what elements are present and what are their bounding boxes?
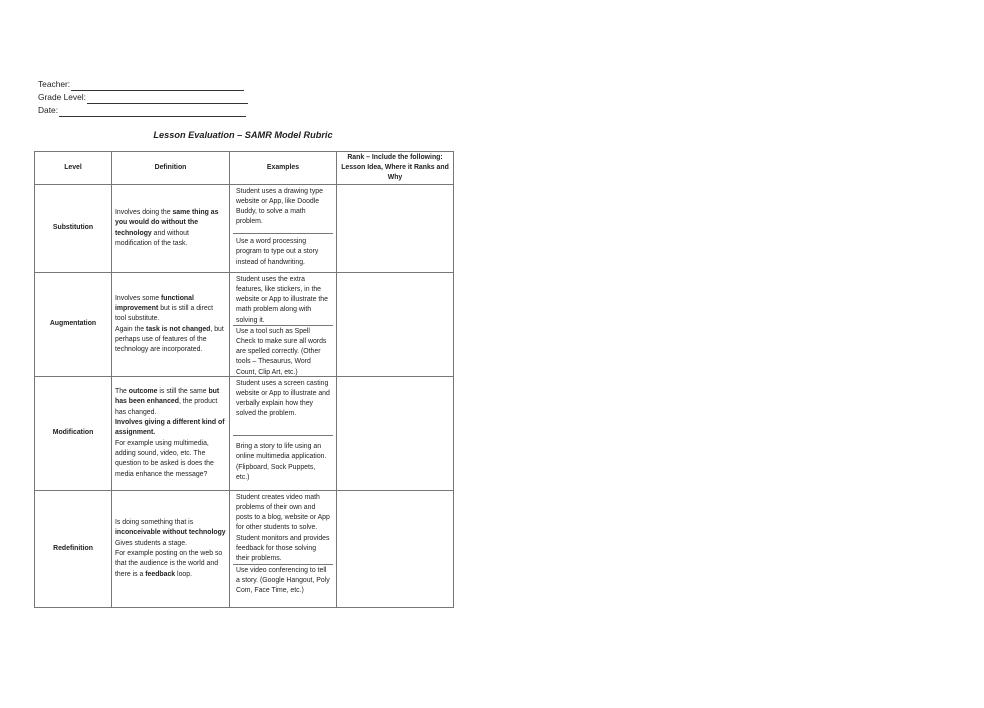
- definition-emphasis: inconceivable without technology: [115, 529, 226, 537]
- header-level: Level: [35, 152, 112, 185]
- examples-cell: [230, 377, 337, 491]
- date-blank-line: [59, 107, 246, 117]
- grade-field: [38, 91, 248, 104]
- level-cell: Modification: [35, 377, 112, 491]
- example-text: Student creates video math problems of their own and posts to a blog, website or App for other students to solve. Student monitors and provides feedback for those solving their problems.: [233, 492, 333, 565]
- teacher-blank-line: [71, 81, 244, 91]
- rank-cell[interactable]: [337, 185, 454, 273]
- definition-emphasis: same thing as you would do without the technology: [115, 208, 219, 237]
- example-text: Use video conferencing to tell a story. (Google Hangout, Poly Com, Face Time, etc.): [236, 566, 330, 595]
- examples-cell: [230, 185, 337, 273]
- table-header-row: [35, 152, 454, 185]
- definition-emphasis: outcome: [128, 388, 158, 396]
- example-text: Student uses a drawing type website or App, like Doodle Buddy, to solve a math problem.: [233, 186, 333, 234]
- definition-text: The: [115, 388, 129, 396]
- definition-text: Again the: [115, 325, 147, 333]
- definition-text: Involves some: [115, 294, 161, 302]
- definition-text: Gives students a stage.: [115, 539, 188, 547]
- definition-text: , but perhaps use of features of the technology are incorporated.: [115, 325, 224, 354]
- table-row: [35, 377, 454, 491]
- definition-text: , the product has changed.: [115, 398, 218, 416]
- definition-cell: [112, 491, 230, 608]
- definition-emphasis: task is not changed: [146, 325, 211, 333]
- level-cell: Substitution: [35, 185, 112, 273]
- header-rank: Rank – Include the following: Lesson Idea, Where it Ranks and Why: [337, 152, 454, 185]
- samr-rubric-table: [34, 151, 454, 608]
- header-definition: Definition: [112, 152, 230, 185]
- example-text: Bring a story to life using an online multimedia application. (Flipboard, Sock Puppets, etc.): [236, 442, 327, 481]
- date-field: [38, 104, 248, 117]
- example-text: Student uses the extra features, like stickers, in the website or App to illustrate the math problem along with solving it.: [233, 274, 333, 326]
- definition-text: loop.: [175, 570, 192, 578]
- table-row: [35, 185, 454, 273]
- definition-cell: [112, 273, 230, 377]
- teacher-label: Teacher:: [38, 79, 71, 89]
- definition-cell: [112, 185, 230, 273]
- examples-cell: [230, 491, 337, 608]
- table-row: [35, 273, 454, 377]
- rank-cell[interactable]: [337, 491, 454, 608]
- definition-emphasis: functional improvement: [115, 294, 194, 312]
- definition-text: Is doing something that is: [115, 519, 194, 527]
- definition-emphasis: but has been enhanced: [115, 388, 220, 406]
- example-text: Use a tool such as Spell Check to make sure all words are spelled correctly. (Other tools – Thesaurus, Word Count, Clip Art, etc.): [236, 327, 327, 376]
- teacher-field: [38, 78, 248, 91]
- rank-cell[interactable]: [337, 273, 454, 377]
- example-text: Student uses a screen casting website or App to illustrate and verbally explain how they solved the problem.: [233, 378, 333, 436]
- definition-text: For example posting on the web so that the audience is the world and there is a: [115, 550, 223, 578]
- header-examples: Examples: [230, 152, 337, 185]
- example-text: Use a word processing program to type out a story instead of handwriting.: [236, 238, 319, 266]
- level-cell: Redefinition: [35, 491, 112, 608]
- table-row: [35, 491, 454, 608]
- definition-emphasis: Involves giving a different kind of assignment.: [115, 419, 225, 437]
- rank-cell[interactable]: [337, 377, 454, 491]
- definition-text: For example using multimedia, adding sound, video, etc. The question to be asked is does the media enhance the message?: [115, 439, 214, 478]
- level-cell: Augmentation: [35, 273, 112, 377]
- document-title: Lesson Evaluation – SAMR Model Rubric: [153, 130, 333, 140]
- grade-blank-line: [87, 94, 248, 104]
- date-label: Date:: [38, 105, 59, 115]
- definition-text: Involves doing the: [115, 208, 173, 216]
- examples-cell: [230, 273, 337, 377]
- definition-cell: [112, 377, 230, 491]
- definition-text: but is still a direct tool substitute.: [115, 304, 214, 323]
- definition-text: is still the same: [157, 388, 209, 396]
- definition-emphasis: feedback: [145, 570, 176, 578]
- definition-text: and without modification of the task.: [115, 229, 189, 247]
- header-fields: [38, 78, 248, 117]
- grade-label: Grade Level:: [38, 92, 86, 102]
